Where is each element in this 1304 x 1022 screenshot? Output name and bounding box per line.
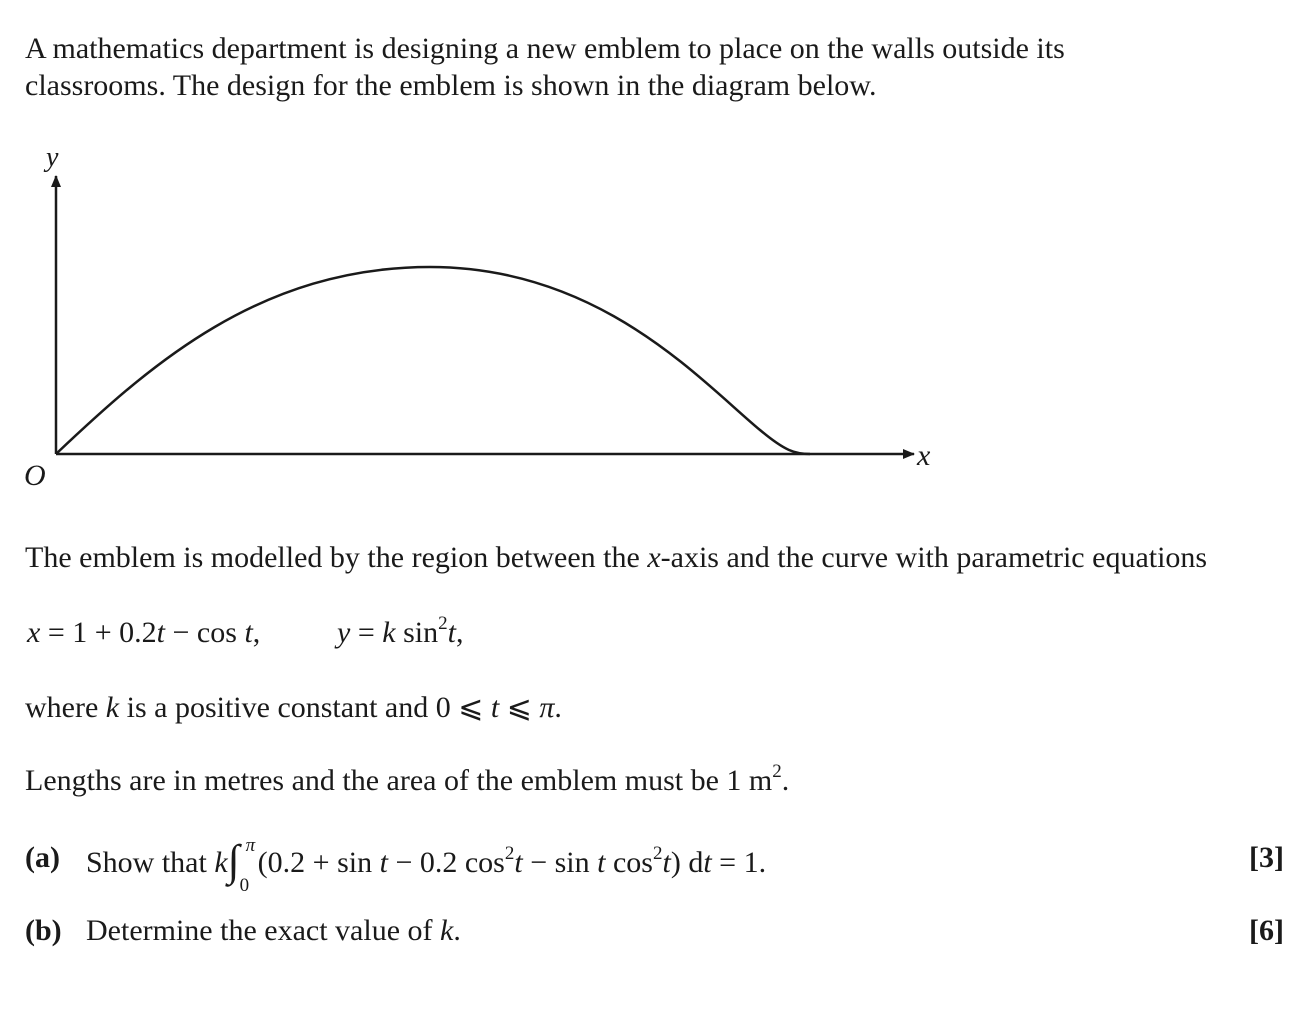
y-axis-label: y <box>46 142 59 173</box>
part-b-label: (b) <box>25 914 62 947</box>
integral-sign: ∫ π 0 <box>227 835 256 896</box>
x-axis-label: x <box>917 439 931 472</box>
y-equation: y = k $\sin^2t$, <box>337 613 464 649</box>
part-a-question: Show that k∫ π 0 (0.2 + sin t − 0.2 $\cos^2t - \sin t$ $\cos^2t$) dt = 1. <box>86 835 767 896</box>
intro-line-2: classrooms. The design for the emblem is shown in the diagram below. <box>25 69 877 102</box>
model-sentence: The emblem is modelled by the region between the x-axis and the curve with parametric equations <box>25 541 1208 574</box>
condition-sentence: where k is a positive constant and 0 ⩽ t ⩽ π. <box>25 691 562 724</box>
intro-line-1: A mathematics department is designing a new emblem to place on the walls outside its <box>25 32 1065 65</box>
part-b-question: Determine the exact value of k. <box>86 914 461 947</box>
area-note: Lengths are in metres and the area of the emblem must be 1 $m^2$. <box>25 761 790 797</box>
x-equation: x = 1 + 0.2t − cos t, <box>27 616 261 649</box>
part-b-marks: [6] <box>1249 914 1284 947</box>
origin-label: O <box>24 459 46 492</box>
part-a-marks: [3] <box>1249 841 1284 874</box>
emblem-diagram <box>0 140 1304 500</box>
part-a-label: (a) <box>25 841 60 874</box>
emblem-curve <box>56 267 810 454</box>
